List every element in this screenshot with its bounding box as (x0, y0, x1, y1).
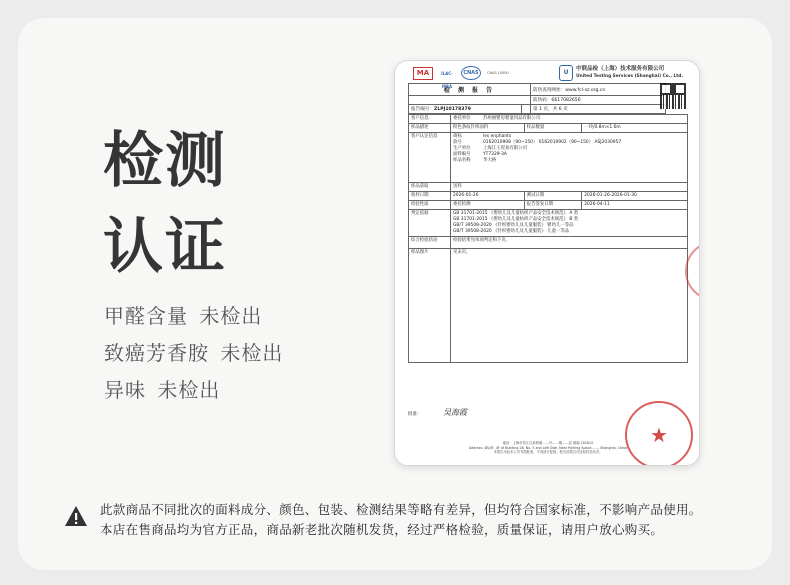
test-report-image (394, 60, 700, 466)
test-date-value: 2026-01-26-2026-01-30 (582, 192, 688, 201)
claim-item-name: 异味 (104, 378, 146, 402)
recv-label: 收样日期 (409, 192, 451, 201)
claim-item-result: 未检出 (157, 378, 221, 402)
headline-line-2: 认证 (103, 212, 227, 282)
report-no-label: 报告编号： (411, 107, 434, 112)
claims-list (104, 298, 283, 409)
report-no: ZLPJ10178379 (433, 107, 471, 112)
company-header (559, 65, 683, 81)
basis-item: GB 31701-2015 《婴幼儿及儿童纺织产品安全技术规范》 A 类 (453, 211, 579, 216)
claim-item (104, 298, 283, 335)
official-seal (625, 401, 693, 466)
qr-code (660, 83, 686, 109)
verify-url: 防伪查询网址：www.fcl-sz.org.cn (531, 84, 666, 96)
basis-label: 判定依据 (409, 210, 451, 237)
claim-item-result: 未检出 (220, 341, 284, 365)
report-header-table (408, 83, 666, 113)
issue-value: 2026-04-11 (582, 201, 688, 210)
photo-value: 见末页。 (451, 249, 688, 363)
claim-item (104, 335, 283, 372)
seal-star-icon: ★ (650, 423, 668, 447)
test-date-label: 测试日期 (524, 192, 582, 201)
headline (103, 118, 253, 290)
photo-label: 样品图片 (409, 249, 451, 363)
claim-item-name: 致癌芳香胺 (104, 341, 209, 365)
company-name-en: United Testing Services (Shanghai) Co., Ltd. (576, 74, 683, 79)
ma-logo: MA (413, 67, 433, 80)
warning-icon (64, 504, 88, 528)
cnas-logo: CNAS (461, 66, 481, 80)
basis-item: GB 31701-2015 《婴幼儿及儿童纺织产品安全技术规范》 B 类 (453, 217, 579, 222)
report-body-table: 客户信息 委托单位 苏州丽婴房婴童用品有限公司 样品描述 粉色条纹针织面料 样品数量 一块/0.8m×1.6m 客户认定信息 商标 les enphants 款号 0162010908（90~150） 0162010902（90~150） ASJ2030957 生产单位 上海江王贸易有限公司 面料编号 YT7329-3A 样品名称 华大格 样品获取 送样 收样日期 2026-01-26 测试日期 2026-01-26-2026-01-30 检验性质 委托检测 报告签发日期 2026-04-11 判定依据 GB 31701-2015 《婴幼儿及儿童纺织产品安全技术规范》 A 类 GB 31701-2015 《婴幼儿及儿童纺织产品安全技术规范》 B 类 GB/T 39508-2020 《针织婴幼儿及儿童服装》 婴幼儿一等品 GB/T 39508-2020 《针织婴幼儿及儿童服装》 儿童一等品 综合检验结论 检验结果见单项判定和下页。 样品图片 见末页。 (408, 114, 688, 363)
report-title: 检 测 报 告 (409, 84, 531, 96)
qty-label: 样品数量 (524, 124, 582, 133)
claim-item-result: 未检出 (199, 304, 263, 328)
desc-label: 样品描述 (409, 124, 451, 133)
notice-line-2: 本店在售商品均为官方正品，商品新老批次随机发货，经过严格检验，质量保证，请用户放心购买。 (100, 522, 664, 537)
type-value: 委托检测 (451, 201, 525, 210)
conclusion-value: 检验结果见单项判定和下页。 (451, 237, 688, 249)
notice-line-1: 此款商品不同批次的面料成分、颜色、包装、检测结果等略有差异，但均符合国家标准，不影响产品使用。 (100, 502, 702, 517)
qty-value: 一块/0.8m×1.6m (582, 124, 688, 133)
type-label: 检验性质 (409, 201, 451, 210)
headline-line-1: 检测 (103, 126, 227, 196)
conclusion-label: 综合检验结论 (409, 237, 451, 249)
claim-item-name: 甲醛含量 (104, 304, 188, 328)
cnas-code: CNAS L0000 (487, 71, 509, 75)
client-label: 客户信息 (409, 115, 451, 124)
basis-item: GB/T 39508-2020 《针织婴幼儿及儿童服装》 婴幼儿一等品 (453, 223, 574, 228)
recog-label: 客户认定信息 (409, 133, 451, 183)
claim-item (104, 372, 283, 409)
issue-label: 报告签发日期 (524, 201, 582, 210)
approver-label: 批准： (408, 412, 422, 417)
desc-value: 粉色条纹针织面料 (451, 124, 525, 133)
company-logo-icon: U (559, 65, 573, 81)
get-label: 样品获取 (409, 183, 451, 192)
recv-value: 2026-01-26 (451, 192, 525, 201)
page-count: 第 1 页，共 6 页 (531, 105, 666, 114)
client-value: 苏州丽婴房婴童用品有限公司 (483, 116, 541, 121)
basis-item: GB/T 39508-2020 《针织婴幼儿及儿童服装》 儿童一等品 (453, 229, 570, 234)
accreditation-logos (413, 66, 509, 89)
notice (64, 500, 702, 540)
verify-code: 防伪码：6617082656 (531, 96, 666, 105)
ilac-logo: ILAC-MRA (441, 70, 453, 89)
approver-signature: 吴海霞 (442, 408, 467, 417)
report-footer: 地址：上海市松江区新桥镇……号……楼……层 邮编 201612 Address: 4B/4F, 4F of Building 26, No. 5 and Left Side, Near Parking Space……, Shanghai, China 本报告未经本公司书面批准，不得部分复制。报告结果仅对送检样品负责。 (468, 441, 628, 454)
company-name-cn: 中联品检（上海）技术服务有限公司 (576, 66, 665, 72)
get-value: 送样 (451, 183, 688, 192)
